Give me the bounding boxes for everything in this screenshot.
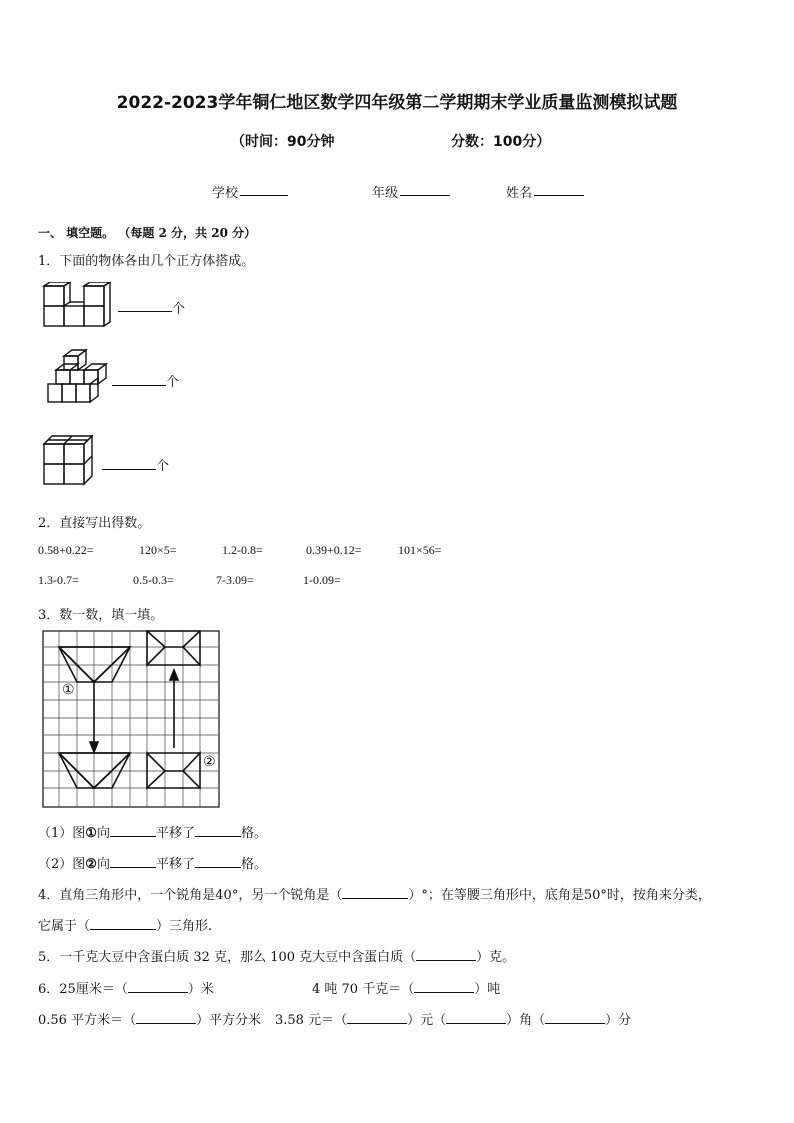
figure-1-label: ① <box>62 682 75 698</box>
q1-blank-3[interactable] <box>102 456 156 470</box>
q6-item-c: 0.56 平方米＝（ ）平方分米 <box>38 1013 262 1028</box>
section-heading: 一、 填空题。 （每题 2 分，共 20 分） <box>38 226 257 240</box>
calc-item: 1.3-0.7= <box>38 573 79 587</box>
score-label: 分数：100分） <box>451 134 551 150</box>
q6-item-a: 6．25厘米＝（ ）米 <box>38 982 214 997</box>
q6-blank-a[interactable] <box>128 980 188 993</box>
calc-item: 0.5-0.3= <box>133 573 174 587</box>
time-label: （时间：90分钟 <box>231 134 335 150</box>
q1-unit-3: 个 <box>156 459 170 474</box>
q2-text: 2．直接写出得数。 <box>38 516 151 531</box>
direction-blank-2[interactable] <box>110 854 156 868</box>
q6-blank-d2[interactable] <box>446 1011 506 1024</box>
q3-text: 3．数一数，填一填。 <box>38 608 164 623</box>
q1-unit-2: 个 <box>166 375 180 390</box>
name-label: 姓名 <box>506 186 533 201</box>
q1-blank-2[interactable] <box>112 372 166 386</box>
calc-item: 1-0.09= <box>303 573 341 587</box>
figure-2-label: ② <box>203 754 216 770</box>
cube-figure-3 <box>40 434 100 490</box>
q1-unit-1: 个 <box>172 302 186 317</box>
q6-item-d: 3.58 元＝（ ）元（ ）角（ ）分 <box>275 1013 632 1028</box>
q4-line-2: 它属于（ ）三角形. <box>38 919 213 934</box>
q6-blank-b[interactable] <box>414 980 474 993</box>
distance-blank-1[interactable] <box>195 823 241 837</box>
translation-grid <box>42 630 222 810</box>
q6-blank-d3[interactable] <box>545 1011 605 1024</box>
direction-blank-1[interactable] <box>110 823 156 837</box>
q6-blank-c[interactable] <box>136 1011 196 1024</box>
q3-sub-2: （2）图②向 平移了 格。 <box>38 853 267 872</box>
q4-line-1: 4．直角三角形中，一个锐角是40°，另一个锐角是（ ）°；在等腰三角形中，底角是50°时，按角来分类， <box>38 888 711 903</box>
school-blank[interactable] <box>240 182 288 196</box>
calc-item: 120×5= <box>139 543 177 557</box>
calc-item: 0.58+0.22= <box>38 543 94 557</box>
q5-blank[interactable] <box>416 948 476 961</box>
cube-figure-2 <box>46 348 108 406</box>
school-label: 学校 <box>212 186 239 201</box>
q1-blank-1[interactable] <box>118 298 172 312</box>
calc-item: 7-3.09= <box>216 573 254 587</box>
grade-blank[interactable] <box>400 182 450 196</box>
calc-item: 101×56= <box>398 543 442 557</box>
q4-blank-2[interactable] <box>90 917 156 930</box>
calc-item: 1.2-0.8= <box>222 543 263 557</box>
calc-item: 0.39+0.12= <box>306 543 362 557</box>
distance-blank-2[interactable] <box>195 854 241 868</box>
q1-text: 1．下面的物体各由几个正方体搭成。 <box>38 254 255 269</box>
name-blank[interactable] <box>534 182 584 196</box>
q6-blank-d1[interactable] <box>347 1011 407 1024</box>
q4-blank-1[interactable] <box>342 886 408 899</box>
cube-figure-1 <box>40 282 112 328</box>
q6-item-b: 4 吨 70 千克＝（ ）吨 <box>312 982 501 997</box>
q3-sub-1: （1）图①向 平移了 格。 <box>38 822 267 841</box>
page-title: 2022-2023学年铜仁地区数学四年级第二学期期末学业质量监测模拟试题 <box>116 93 678 113</box>
q5-line: 5．一千克大豆中含蛋白质 32 克，那么 100 克大豆中含蛋白质（ ）克。 <box>38 950 516 965</box>
grade-label: 年级 <box>372 186 399 201</box>
